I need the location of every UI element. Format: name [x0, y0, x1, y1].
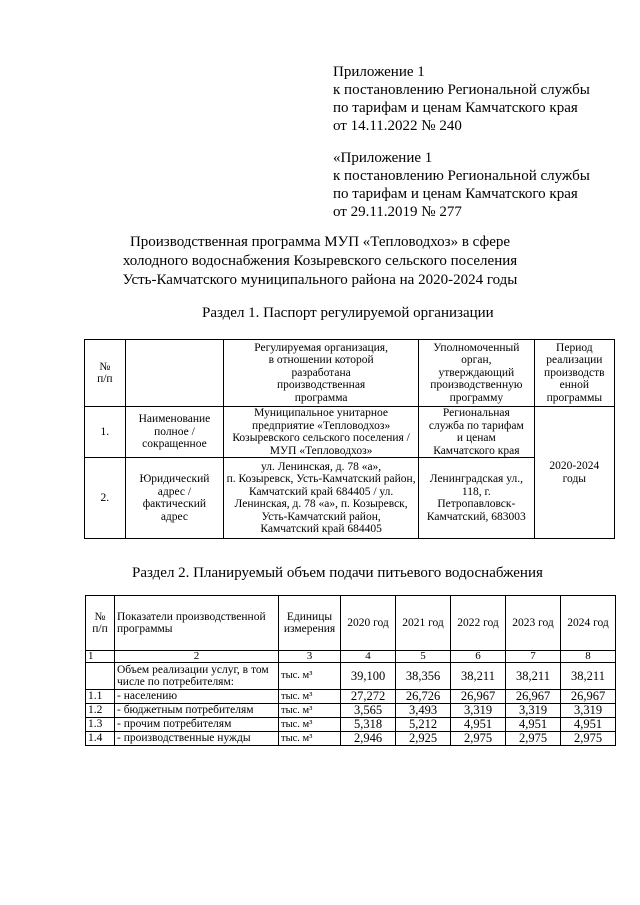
- row-label: - бюджетным потребителям: [115, 704, 279, 718]
- row-org: [224, 407, 419, 458]
- cell-line: 2020-2024: [549, 460, 600, 472]
- row-unit: тыс. м³: [279, 663, 341, 690]
- cell-line: Региональная: [442, 407, 510, 419]
- appendix-line: по тарифам и ценам Камчатского края: [333, 100, 578, 116]
- row-num: 1.3: [86, 718, 115, 732]
- cell-line: и ценам: [456, 432, 496, 444]
- row-value: 2,975: [451, 732, 506, 746]
- row-num: 2.: [85, 458, 126, 539]
- row-name: [125, 407, 224, 458]
- table-row: [86, 704, 616, 718]
- row-value: 3,565: [341, 704, 396, 718]
- table-row: [86, 718, 616, 732]
- cell-line: Усть-Камчатский район,: [261, 510, 381, 523]
- header-line: измерения: [283, 623, 336, 635]
- cell-line: 118, г.: [461, 485, 491, 498]
- row-value: 39,100: [341, 663, 396, 690]
- column-number: 3: [279, 651, 341, 663]
- column-number: 4: [341, 651, 396, 663]
- row-num: [86, 663, 115, 690]
- row-org: [224, 458, 419, 539]
- cell-line: Ленинградская ул.,: [429, 473, 523, 485]
- header-line: разработана: [291, 366, 351, 379]
- water-volume-table: [85, 595, 616, 746]
- row-value: 2,975: [506, 732, 561, 746]
- header-line: Показатели производственной: [117, 610, 266, 623]
- row-value: 38,211: [561, 663, 616, 690]
- row-value: 38,211: [451, 663, 506, 690]
- cell-line: сокращенное: [142, 438, 207, 451]
- row-value: 26,967: [506, 690, 561, 704]
- row-value: 26,967: [451, 690, 506, 704]
- cell-line: предприятие «Тепловодхоз»: [251, 419, 391, 432]
- header-line: Период: [556, 341, 593, 354]
- header-year: 2020 год: [341, 596, 396, 651]
- row-value: 5,318: [341, 718, 396, 732]
- header-name: [125, 340, 224, 407]
- cell-line: Камчатский, 683003: [426, 510, 526, 523]
- cell-line: ул. Ленинская, д. 78 «а»,: [261, 460, 382, 473]
- row-value: 4,951: [506, 718, 561, 732]
- cell-line: адрес /: [157, 485, 192, 498]
- row-value: 26,726: [396, 690, 451, 704]
- header-line: программу: [449, 391, 504, 404]
- header-year: 2021 год: [396, 596, 451, 651]
- header-line: реализации: [546, 354, 603, 367]
- cell-line: служба по тарифам: [428, 419, 524, 432]
- column-number: 2: [115, 651, 279, 663]
- header-line: программы: [117, 623, 173, 635]
- cell-line: адрес: [160, 510, 189, 523]
- row-num: 1.2: [86, 704, 115, 718]
- cell-line: Камчатский край 684405 / ул.: [248, 485, 394, 498]
- row-authority: [419, 407, 535, 458]
- row-authority: [419, 458, 535, 539]
- cell-line: годы: [562, 472, 587, 485]
- row-value: 4,951: [561, 718, 616, 732]
- appendix-line: «Приложение 1: [333, 150, 433, 166]
- table-row: [85, 407, 615, 458]
- volume-header-row: [86, 596, 616, 651]
- header-line: №: [99, 360, 111, 373]
- row-value: 2,946: [341, 732, 396, 746]
- row-value: 2,975: [561, 732, 616, 746]
- appendix-line: к постановлению Региональной службы: [333, 82, 590, 98]
- passport-table: [84, 339, 615, 539]
- header-year: 2024 год: [561, 596, 616, 651]
- header-line: Единицы: [286, 610, 333, 623]
- row-value: 3,319: [506, 704, 561, 718]
- cell-line: Юридический: [139, 473, 210, 485]
- header-num: [85, 340, 126, 407]
- title-line: Усть-Камчатского муниципального района на 2020-2024 годы: [122, 272, 518, 288]
- header-year: 2023 год: [506, 596, 561, 651]
- column-number: 1: [86, 651, 115, 663]
- header-line: п/п: [92, 623, 108, 635]
- header-unit: [279, 596, 341, 651]
- table-row: [86, 690, 616, 704]
- row-name: [125, 458, 224, 539]
- row-unit: тыс. м³: [279, 690, 341, 704]
- row-value: 2,925: [396, 732, 451, 746]
- cell-line: полное /: [154, 425, 195, 438]
- table-row: [86, 732, 616, 746]
- row-value: 38,356: [396, 663, 451, 690]
- appendix-line: от 14.11.2022 № 240: [333, 118, 462, 134]
- header-line: Уполномоченный: [433, 341, 520, 354]
- section-2-heading: Раздел 2. Планируемый объем подачи питьевого водоснабжения: [132, 565, 543, 581]
- appendix-line: от 29.11.2019 № 277: [333, 204, 462, 220]
- cell-line: Камчатского края: [433, 444, 520, 457]
- appendix-header-current: [333, 63, 590, 135]
- header-line: п/п: [97, 373, 113, 385]
- cell-line: МУП «Тепловодхоз»: [269, 444, 373, 457]
- header-line: орган,: [461, 354, 492, 367]
- cell-line: числе по потребителям:: [117, 676, 234, 688]
- row-num: 1.4: [86, 732, 115, 746]
- header-line: в отношении которой: [268, 354, 374, 367]
- column-number: 6: [451, 651, 506, 663]
- row-unit: тыс. м³: [279, 732, 341, 746]
- header-line: утверждающий: [438, 366, 515, 379]
- row-unit: тыс. м³: [279, 704, 341, 718]
- header-org: [224, 340, 419, 407]
- cell-line: Петропавловск-: [437, 498, 516, 510]
- appendix-header-original: [333, 149, 590, 221]
- row-value: 4,951: [451, 718, 506, 732]
- period-cell: [534, 407, 614, 539]
- row-num: 1.1: [86, 690, 115, 704]
- cell-line: п. Козыревск, Усть-Камчатский район,: [226, 473, 416, 485]
- cell-line: Наименование: [138, 413, 211, 426]
- header-line: производств: [544, 366, 605, 379]
- row-value: 5,212: [396, 718, 451, 732]
- row-value: 3,319: [561, 704, 616, 718]
- cell-line: фактический: [142, 498, 207, 510]
- header-line: программа: [294, 391, 348, 404]
- header-line: производственную: [430, 379, 523, 392]
- row-value: 38,211: [506, 663, 561, 690]
- header-period: [534, 340, 614, 407]
- document-title: [100, 233, 540, 290]
- header-line: енной: [559, 379, 589, 392]
- section-1-heading: Раздел 1. Паспорт регулируемой организации: [202, 305, 494, 321]
- column-numbering-row: [86, 651, 616, 663]
- column-number: 5: [396, 651, 451, 663]
- row-label: - населению: [115, 690, 279, 704]
- table-row: [86, 663, 616, 690]
- appendix-line: Приложение 1: [333, 64, 425, 80]
- header-num: [86, 596, 115, 651]
- column-number: 7: [506, 651, 561, 663]
- appendix-line: по тарифам и ценам Камчатского края: [333, 186, 578, 202]
- header-indicator: [115, 596, 279, 651]
- row-num: 1.: [85, 407, 126, 458]
- cell-line: Объем реализации услуг, в том: [117, 663, 269, 676]
- row-value: 3,319: [451, 704, 506, 718]
- row-unit: тыс. м³: [279, 718, 341, 732]
- cell-line: Камчатский край 684405: [260, 523, 382, 535]
- row-value: 3,493: [396, 704, 451, 718]
- passport-header-row: [85, 340, 615, 407]
- header-authority: [419, 340, 535, 407]
- row-label: - прочим потребителям: [115, 718, 279, 732]
- column-number: 8: [561, 651, 616, 663]
- header-line: программы: [546, 391, 603, 404]
- title-line: Производственная программа МУП «Тепловодхоз» в сфере: [129, 234, 511, 250]
- row-value: 27,272: [341, 690, 396, 704]
- row-label: [115, 663, 279, 690]
- cell-line: Козыревского сельского поселения /: [232, 432, 410, 444]
- header-line: Регулируемая организация,: [254, 341, 388, 354]
- header-line: №: [94, 610, 106, 623]
- row-label: - производственные нужды: [115, 732, 279, 746]
- title-line: холодного водоснабжения Козыревского сельского поселения: [122, 253, 518, 269]
- cell-line: Муниципальное унитарное: [254, 407, 389, 419]
- row-value: 26,967: [561, 690, 616, 704]
- appendix-line: к постановлению Региональной службы: [333, 168, 590, 184]
- header-year: 2022 год: [451, 596, 506, 651]
- header-line: производственная: [276, 379, 366, 392]
- cell-line: Ленинская, д. 78 «а», п. Козыревск,: [234, 498, 408, 510]
